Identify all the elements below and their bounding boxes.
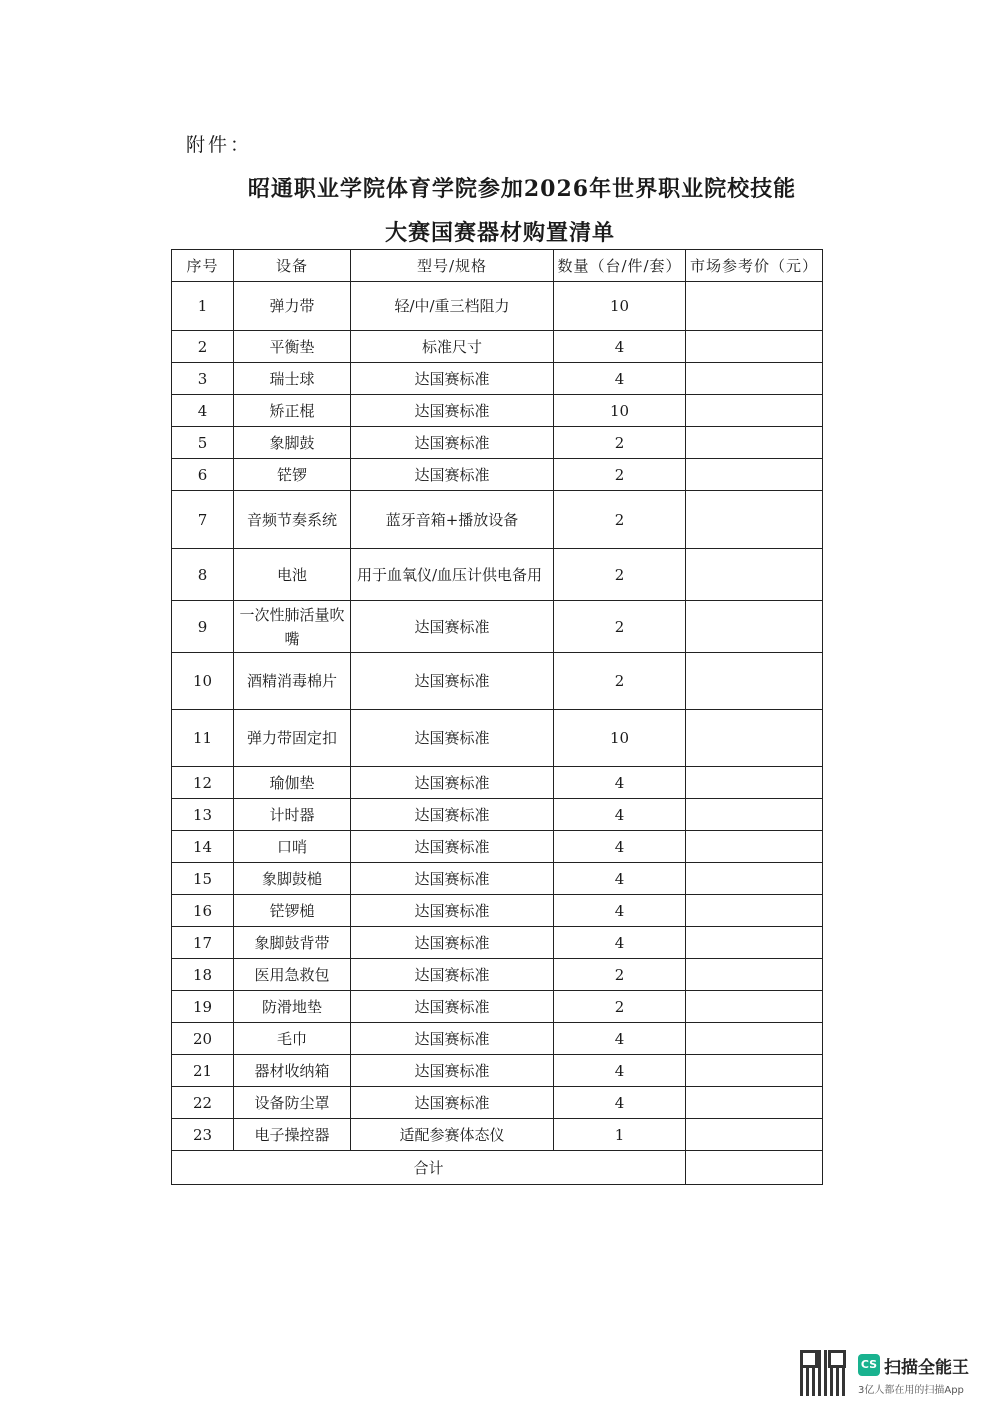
row-price xyxy=(686,1055,823,1087)
attachment-label: 附件： xyxy=(186,134,253,156)
row-spec: 达国赛标准 xyxy=(351,395,554,427)
row-price xyxy=(686,991,823,1023)
row-price xyxy=(686,331,823,363)
row-number: 4 xyxy=(172,395,234,427)
total-value xyxy=(686,1151,823,1185)
row-quantity: 4 xyxy=(554,831,686,863)
row-price xyxy=(686,710,823,767)
row-spec: 达国赛标准 xyxy=(351,601,554,653)
row-spec: 达国赛标准 xyxy=(351,863,554,895)
table-row xyxy=(172,601,823,653)
row-spec: 达国赛标准 xyxy=(351,1023,554,1055)
row-spec: 达国赛标准 xyxy=(351,991,554,1023)
row-price xyxy=(686,459,823,491)
row-price xyxy=(686,549,823,601)
table-row xyxy=(172,549,823,601)
row-number: 21 xyxy=(172,1055,234,1087)
row-item: 弹力带固定扣 xyxy=(234,710,351,767)
row-spec: 达国赛标准 xyxy=(351,1055,554,1087)
row-quantity: 4 xyxy=(554,895,686,927)
table-row xyxy=(172,395,823,427)
row-quantity: 2 xyxy=(554,491,686,549)
row-price xyxy=(686,427,823,459)
row-price xyxy=(686,395,823,427)
row-number: 14 xyxy=(172,831,234,863)
row-spec: 达国赛标准 xyxy=(351,710,554,767)
table-header-row xyxy=(172,250,823,282)
row-spec: 轻/中/重三档阻力 xyxy=(351,282,554,331)
document-title-line1: 昭通职业学院体育学院参加2026年世界职业院校技能 xyxy=(247,176,797,202)
row-item: 铓锣 xyxy=(234,459,351,491)
row-number: 5 xyxy=(172,427,234,459)
row-price xyxy=(686,601,823,653)
equipment-table xyxy=(171,249,823,1185)
row-price xyxy=(686,1087,823,1119)
row-number: 6 xyxy=(172,459,234,491)
row-item: 象脚鼓 xyxy=(234,427,351,459)
row-item: 平衡垫 xyxy=(234,331,351,363)
row-item: 防滑地垫 xyxy=(234,991,351,1023)
row-price xyxy=(686,1023,823,1055)
row-price xyxy=(686,363,823,395)
row-item: 毛巾 xyxy=(234,1023,351,1055)
table-row xyxy=(172,959,823,991)
row-quantity: 2 xyxy=(554,653,686,710)
table-row xyxy=(172,1023,823,1055)
row-number: 10 xyxy=(172,653,234,710)
row-item: 设备防尘罩 xyxy=(234,1087,351,1119)
row-price xyxy=(686,799,823,831)
row-quantity: 2 xyxy=(554,601,686,653)
row-spec: 标准尺寸 xyxy=(351,331,554,363)
row-price xyxy=(686,959,823,991)
row-number: 19 xyxy=(172,991,234,1023)
table-row xyxy=(172,1087,823,1119)
table-row xyxy=(172,799,823,831)
row-price xyxy=(686,1119,823,1151)
row-item: 铓锣槌 xyxy=(234,895,351,927)
row-quantity: 10 xyxy=(554,282,686,331)
row-item: 电子操控器 xyxy=(234,1119,351,1151)
row-number: 15 xyxy=(172,863,234,895)
row-spec: 达国赛标准 xyxy=(351,927,554,959)
table-row xyxy=(172,863,823,895)
table-row xyxy=(172,767,823,799)
table-row xyxy=(172,895,823,927)
table-row xyxy=(172,991,823,1023)
row-number: 11 xyxy=(172,710,234,767)
row-number: 3 xyxy=(172,363,234,395)
table-row xyxy=(172,459,823,491)
row-quantity: 4 xyxy=(554,927,686,959)
row-quantity: 2 xyxy=(554,427,686,459)
qr-code-icon xyxy=(800,1350,846,1396)
row-spec: 用于血氧仪/血压计供电备用 xyxy=(351,549,554,601)
row-number: 12 xyxy=(172,767,234,799)
table-row xyxy=(172,491,823,549)
row-item: 象脚鼓背带 xyxy=(234,927,351,959)
row-item: 酒精消毒棉片 xyxy=(234,653,351,710)
row-price xyxy=(686,653,823,710)
row-item: 医用急救包 xyxy=(234,959,351,991)
row-item: 矫正棍 xyxy=(234,395,351,427)
row-quantity: 10 xyxy=(554,710,686,767)
row-price xyxy=(686,831,823,863)
total-row xyxy=(172,1151,823,1185)
header-item: 设备 xyxy=(234,250,351,282)
row-quantity: 4 xyxy=(554,767,686,799)
row-spec: 蓝牙音箱+播放设备 xyxy=(351,491,554,549)
row-price xyxy=(686,895,823,927)
row-quantity: 4 xyxy=(554,1023,686,1055)
row-quantity: 4 xyxy=(554,363,686,395)
row-number: 8 xyxy=(172,549,234,601)
row-number: 23 xyxy=(172,1119,234,1151)
row-item: 瑞士球 xyxy=(234,363,351,395)
row-quantity: 10 xyxy=(554,395,686,427)
row-number: 22 xyxy=(172,1087,234,1119)
row-item: 一次性肺活量吹嘴 xyxy=(234,601,351,653)
row-number: 18 xyxy=(172,959,234,991)
row-item: 瑜伽垫 xyxy=(234,767,351,799)
row-number: 2 xyxy=(172,331,234,363)
watermark-slogan: 3亿人都在用的扫描App xyxy=(858,1385,964,1396)
row-quantity: 4 xyxy=(554,1087,686,1119)
row-number: 16 xyxy=(172,895,234,927)
row-price xyxy=(686,863,823,895)
row-spec: 适配参赛体态仪 xyxy=(351,1119,554,1151)
row-item: 弹力带 xyxy=(234,282,351,331)
row-spec: 达国赛标准 xyxy=(351,459,554,491)
row-number: 17 xyxy=(172,927,234,959)
row-quantity: 4 xyxy=(554,863,686,895)
row-spec: 达国赛标准 xyxy=(351,1087,554,1119)
row-quantity: 2 xyxy=(554,959,686,991)
row-price xyxy=(686,282,823,331)
row-spec: 达国赛标准 xyxy=(351,895,554,927)
table-row xyxy=(172,927,823,959)
row-quantity: 1 xyxy=(554,1119,686,1151)
table-row xyxy=(172,710,823,767)
row-item: 口哨 xyxy=(234,831,351,863)
row-quantity: 4 xyxy=(554,331,686,363)
row-quantity: 2 xyxy=(554,991,686,1023)
table-row xyxy=(172,363,823,395)
row-item: 音频节奏系统 xyxy=(234,491,351,549)
row-quantity: 2 xyxy=(554,549,686,601)
row-number: 9 xyxy=(172,601,234,653)
scanner-watermark xyxy=(800,1350,975,1398)
row-spec: 达国赛标准 xyxy=(351,363,554,395)
table-row xyxy=(172,831,823,863)
cs-logo-icon: CS xyxy=(858,1354,880,1376)
row-quantity: 4 xyxy=(554,799,686,831)
table-row xyxy=(172,331,823,363)
header-spec: 型号/规格 xyxy=(351,250,554,282)
row-number: 7 xyxy=(172,491,234,549)
table-row xyxy=(172,653,823,710)
header-qty: 数量（台/件/套） xyxy=(554,250,686,282)
row-spec: 达国赛标准 xyxy=(351,831,554,863)
row-number: 1 xyxy=(172,282,234,331)
row-price xyxy=(686,767,823,799)
row-spec: 达国赛标准 xyxy=(351,427,554,459)
table-row xyxy=(172,427,823,459)
row-item: 象脚鼓槌 xyxy=(234,863,351,895)
row-price xyxy=(686,927,823,959)
row-spec: 达国赛标准 xyxy=(351,959,554,991)
row-quantity: 2 xyxy=(554,459,686,491)
table-body xyxy=(172,282,823,1151)
row-spec: 达国赛标准 xyxy=(351,767,554,799)
document-title-line2: 大赛国赛器材购置清单 xyxy=(384,220,615,246)
watermark-brand: 扫描全能王 xyxy=(884,1358,969,1378)
table-row xyxy=(172,1055,823,1087)
row-item: 计时器 xyxy=(234,799,351,831)
total-label: 合计 xyxy=(172,1151,686,1185)
table-row xyxy=(172,282,823,331)
row-spec: 达国赛标准 xyxy=(351,653,554,710)
row-number: 13 xyxy=(172,799,234,831)
row-spec: 达国赛标准 xyxy=(351,799,554,831)
row-item: 电池 xyxy=(234,549,351,601)
header-price: 市场参考价（元） xyxy=(686,250,823,282)
row-number: 20 xyxy=(172,1023,234,1055)
row-item: 器材收纳箱 xyxy=(234,1055,351,1087)
row-quantity: 4 xyxy=(554,1055,686,1087)
header-no: 序号 xyxy=(172,250,234,282)
row-price xyxy=(686,491,823,549)
table-row xyxy=(172,1119,823,1151)
